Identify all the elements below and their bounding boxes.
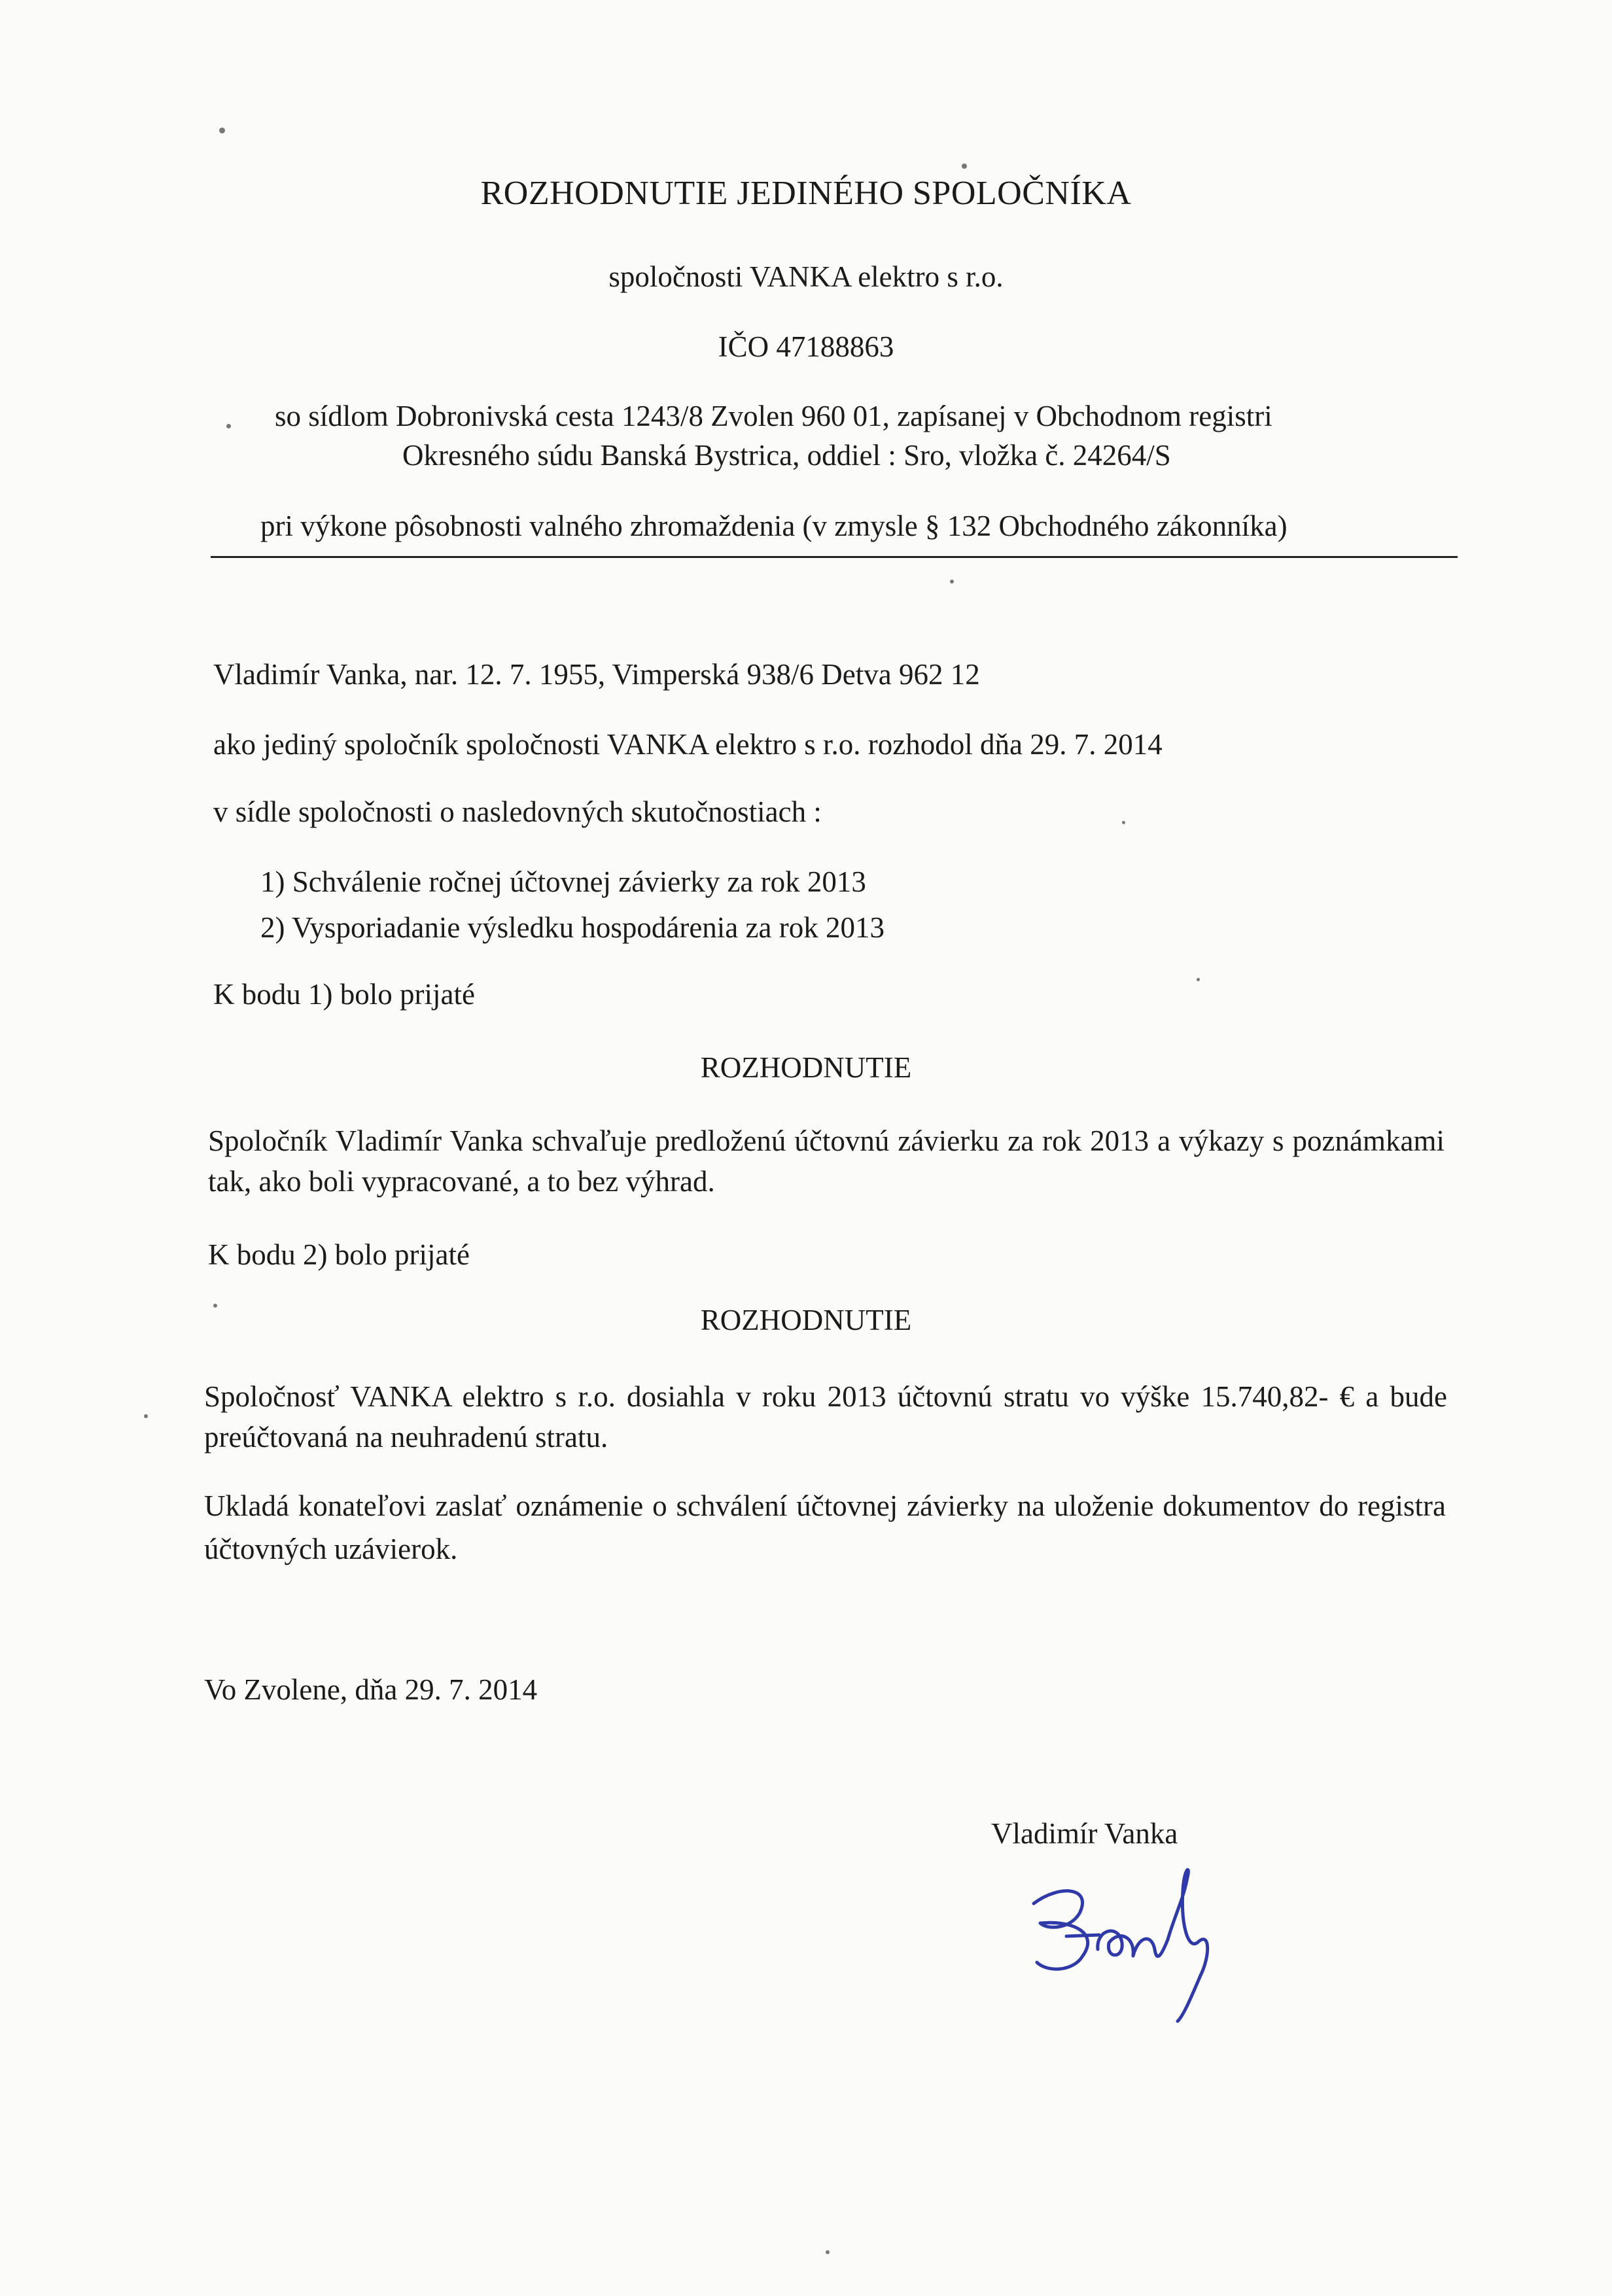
instruction-text: Ukladá konateľovi zaslať oznámenie o schválení účtovnej závierky na uloženie dokumentov do registra účtovných uzávierok. — [204, 1489, 1446, 1565]
competence-line: pri výkone pôsobnosti valného zhromaždenia (v zmysle § 132 Obchodného zákonníka) — [260, 510, 1288, 542]
scan-speck — [144, 1414, 148, 1418]
document-title: ROZHODNUTIE JEDINÉHO SPOLOČNÍKA — [480, 175, 1132, 212]
agenda-item-1: 1) Schválenie ročnej účtovnej závierky za rok 2013 — [260, 865, 866, 898]
point1-text: Spoločník Vladimír Vanka schvaľuje predloženú účtovnú závierku za rok 2013 a výkazy s poznámkami tak, ako boli vypracované, a to bez výhrad. — [208, 1124, 1445, 1198]
scan-speck — [213, 1304, 217, 1308]
point1-intro: K bodu 1) bolo prijaté — [213, 978, 475, 1011]
scan-speck — [219, 128, 225, 133]
point2-text: Spoločnosť VANKA elektro s r.o. dosiahla v roku 2013 účtovnú stratu vo výške 15.740,82- € a bude preúčtovaná na neuhradenú stratu. — [204, 1380, 1447, 1453]
point1-heading: ROZHODNUTIE — [700, 1051, 912, 1084]
ico-line: IČO 47188863 — [718, 330, 894, 363]
person-line: Vladimír Vanka, nar. 12. 7. 1955, Vimperská 938/6 Detva 962 12 — [213, 658, 980, 691]
place-date: Vo Zvolene, dňa 29. 7. 2014 — [204, 1673, 538, 1706]
agenda-item-2: 2) Vysporiadanie výsledku hospodárenia za rok 2013 — [260, 911, 885, 944]
point2-heading: ROZHODNUTIE — [700, 1304, 912, 1336]
seat-line-1: so sídlom Dobronivská cesta 1243/8 Zvolen 960 01, zapísanej v Obchodnom registri — [275, 400, 1272, 432]
seat-line-2: Okresného súdu Banská Bystrica, oddiel : Sro, vložka č. 24264/S — [402, 439, 1171, 472]
company-line: spoločnosti VANKA elektro s r.o. — [608, 260, 1004, 293]
point2-intro: K bodu 2) bolo prijaté — [208, 1238, 470, 1271]
signatory-name: Vladimír Vanka — [991, 1817, 1178, 1850]
scan-speck — [962, 164, 967, 169]
scan-speck — [1122, 821, 1125, 824]
separator-rule — [211, 556, 1458, 558]
decided-line: ako jediný spoločník spoločnosti VANKA elektro s r.o. rozhodol dňa 29. 7. 2014 — [213, 728, 1163, 761]
handwritten-signature — [1021, 1851, 1256, 2034]
matters-line: v sídle spoločnosti o nasledovných skutočnostiach : — [213, 795, 822, 828]
scan-speck — [950, 580, 954, 583]
scan-speck — [1197, 978, 1200, 981]
scan-speck — [226, 424, 231, 428]
scan-speck — [826, 2250, 830, 2254]
